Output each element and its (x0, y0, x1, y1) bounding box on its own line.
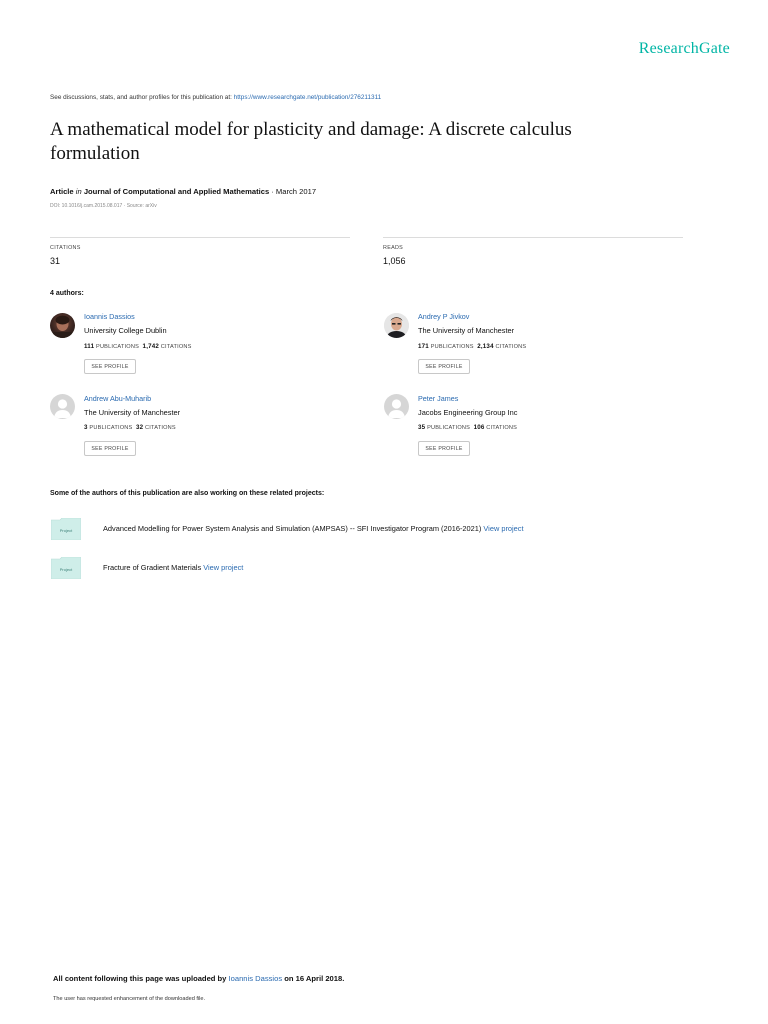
author-stats (84, 343, 192, 350)
reads-label: READS (383, 245, 404, 251)
project-item (103, 524, 524, 533)
journal-name-link[interactable]: Journal of Computational and Applied Mathematics (83, 187, 270, 196)
publications-label: PUBLICATIONS (89, 425, 133, 431)
enhancement-note: The user has requested enhancement of the downloaded file. (53, 996, 206, 1002)
citations-label: CITATIONS (160, 344, 192, 350)
project-title: Fracture of Gradient Materials (103, 563, 202, 572)
uploader-link[interactable]: Ioannis Dassios (228, 974, 283, 983)
avatar-photo-icon (384, 313, 409, 338)
publications-label: PUBLICATIONS (427, 425, 471, 431)
default-avatar-icon (50, 394, 75, 419)
author-stats (84, 424, 176, 431)
citation-count: 106 (473, 424, 485, 431)
discussion-line (50, 94, 381, 101)
see-profile-button[interactable]: SEE PROFILE (84, 441, 136, 456)
researchgate-logo[interactable]: ResearchGate (638, 40, 730, 57)
citations-value: 31 (50, 256, 61, 266)
upload-prefix: All content following this page was uploaded by (53, 974, 227, 983)
author-stats (418, 424, 517, 431)
author-name-link[interactable]: Andrey P Jivkov (418, 312, 470, 321)
publication-count: 171 (418, 343, 429, 350)
default-avatar-icon (384, 394, 409, 419)
authors-label: 4 authors: (50, 290, 84, 297)
article-date: · March 2017 (271, 187, 317, 196)
author-name-link[interactable]: Peter James (418, 394, 459, 403)
publication-count: 111 (84, 343, 95, 350)
see-profile-button[interactable]: SEE PROFILE (418, 359, 470, 374)
avatar[interactable] (384, 313, 409, 338)
project-item (103, 563, 243, 572)
article-in: in (75, 187, 82, 196)
see-profile-button[interactable]: SEE PROFILE (84, 359, 136, 374)
author-stats (418, 343, 526, 350)
publication-count: 3 (84, 424, 88, 431)
citations-label: CITATIONS (495, 344, 527, 350)
project-title: Advanced Modelling for Power System Analysis and Simulation (AMPSAS) -- SFI Investigator Program (2016-2021) (103, 524, 482, 533)
page-title: A mathematical model for plasticity and damage: A discrete calculus formulation (50, 119, 572, 164)
doi-line: DOI: 10.1016/j.cam.2015.08.017 · Source: arXiv (50, 203, 157, 209)
avatar[interactable] (50, 313, 75, 338)
article-type: Article (50, 187, 74, 196)
project-folder-icon[interactable] (51, 557, 81, 579)
article-meta (50, 187, 316, 196)
view-project-link[interactable]: View project (203, 563, 244, 572)
author-institution: The University of Manchester (418, 326, 515, 335)
author-name-link[interactable]: Ioannis Dassios (84, 312, 135, 321)
upload-suffix: on 16 April 2018. (284, 974, 345, 983)
citations-label: CITATIONS (50, 245, 81, 251)
project-icon-label: Project (59, 528, 73, 533)
see-profile-button[interactable]: SEE PROFILE (418, 441, 470, 456)
view-project-link[interactable]: View project (483, 524, 524, 533)
stats-divider-left (50, 237, 350, 238)
citation-count: 32 (135, 424, 144, 431)
reads-value: 1,056 (383, 256, 406, 266)
citation-count: 1,742 (142, 343, 160, 350)
upload-info (53, 974, 344, 983)
citations-label: CITATIONS (486, 425, 518, 431)
project-icon-label: Project (59, 567, 73, 572)
publications-label: PUBLICATIONS (96, 344, 140, 350)
related-projects-label: Some of the authors of this publication are also working on these related projects: (50, 490, 325, 497)
citation-count: 2,134 (477, 343, 494, 350)
avatar[interactable] (50, 394, 75, 419)
author-name-link[interactable]: Andrew Abu-Muharib (84, 394, 152, 403)
citations-label: CITATIONS (145, 425, 176, 431)
discussion-prefix: See discussions, stats, and author profiles for this publication at: (50, 94, 232, 101)
publication-url-link[interactable]: https://www.researchgate.net/publication/276211311 (233, 94, 382, 101)
publication-count: 35 (418, 424, 426, 431)
author-institution: Jacobs Engineering Group Inc (418, 408, 518, 417)
publications-label: PUBLICATIONS (430, 344, 474, 350)
avatar[interactable] (384, 394, 409, 419)
project-folder-icon[interactable] (51, 518, 81, 540)
stats-divider-right (383, 237, 683, 238)
author-institution: The University of Manchester (84, 408, 181, 417)
avatar-photo-icon (50, 313, 75, 338)
author-institution: University College Dublin (84, 326, 167, 335)
